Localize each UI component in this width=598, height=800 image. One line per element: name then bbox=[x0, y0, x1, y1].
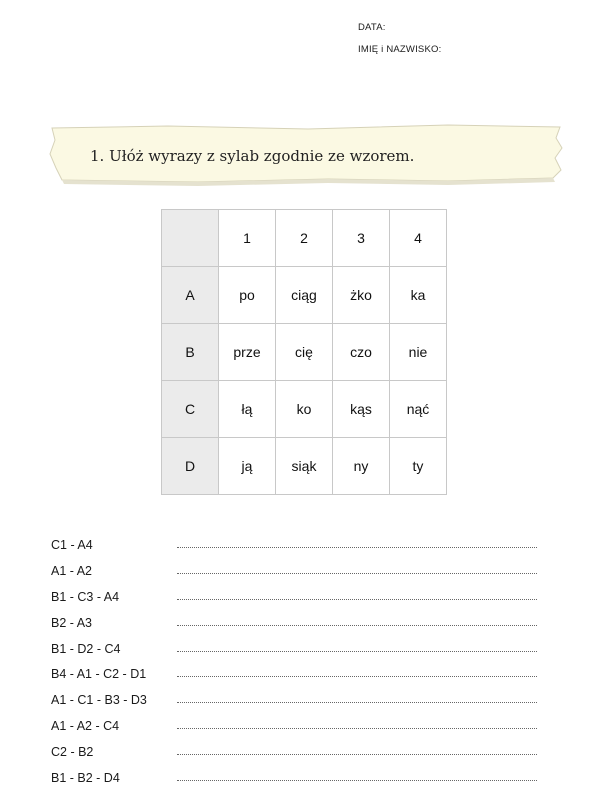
answer-row bbox=[51, 768, 541, 794]
answer-line[interactable] bbox=[177, 573, 537, 574]
column-header: 3 bbox=[333, 210, 390, 267]
answer-row bbox=[51, 664, 541, 690]
syllable-cell: kąs bbox=[333, 381, 390, 438]
syllable-cell: żko bbox=[333, 267, 390, 324]
answer-line[interactable] bbox=[177, 676, 537, 677]
syllable-cell: czo bbox=[333, 324, 390, 381]
header-fields bbox=[358, 22, 441, 66]
answer-line[interactable] bbox=[177, 599, 537, 600]
answer-row bbox=[51, 690, 541, 716]
syllable-cell: nie bbox=[390, 324, 447, 381]
name-label: IMIĘ i NAZWISKO: bbox=[358, 44, 442, 55]
syllable-cell: ciąg bbox=[276, 267, 333, 324]
row-header: B bbox=[162, 324, 219, 381]
syllable-cell: ty bbox=[390, 438, 447, 495]
grid-row bbox=[162, 381, 447, 438]
grid-corner-cell bbox=[162, 210, 219, 267]
column-header: 4 bbox=[390, 210, 447, 267]
answer-row bbox=[51, 742, 541, 768]
column-header: 2 bbox=[276, 210, 333, 267]
syllable-code: B2 - A3 bbox=[51, 615, 92, 630]
syllable-cell: łą bbox=[219, 381, 276, 438]
syllable-cell: ją bbox=[219, 438, 276, 495]
syllable-code: C2 - B2 bbox=[51, 745, 94, 760]
answer-line[interactable] bbox=[177, 754, 537, 755]
syllable-grid bbox=[161, 209, 447, 495]
answer-list bbox=[51, 535, 541, 794]
answer-row bbox=[51, 535, 541, 561]
row-header: C bbox=[162, 381, 219, 438]
syllable-cell: ka bbox=[390, 267, 447, 324]
grid-row bbox=[162, 438, 447, 495]
task-banner bbox=[48, 124, 564, 186]
task-title: 1. Ułóż wyrazy z sylab zgodnie ze wzorem. bbox=[90, 147, 415, 165]
grid-row bbox=[162, 267, 447, 324]
syllable-cell: ko bbox=[276, 381, 333, 438]
date-label: DATA: bbox=[358, 22, 386, 33]
answer-line[interactable] bbox=[177, 780, 537, 781]
answer-row bbox=[51, 639, 541, 665]
answer-line[interactable] bbox=[177, 547, 537, 548]
answer-line[interactable] bbox=[177, 625, 537, 626]
syllable-cell: siąk bbox=[276, 438, 333, 495]
column-header: 1 bbox=[219, 210, 276, 267]
answer-row bbox=[51, 587, 541, 613]
syllable-cell: ny bbox=[333, 438, 390, 495]
answer-row bbox=[51, 716, 541, 742]
syllable-code: C1 - A4 bbox=[51, 538, 93, 552]
row-header: D bbox=[162, 438, 219, 495]
answer-line[interactable] bbox=[177, 651, 537, 652]
syllable-code: B1 - D2 - C4 bbox=[51, 641, 121, 656]
grid-row bbox=[162, 324, 447, 381]
syllable-code: A1 - A2 bbox=[51, 563, 92, 578]
syllable-code: B1 - C3 - A4 bbox=[51, 589, 120, 604]
answer-row bbox=[51, 561, 541, 587]
syllable-cell: cię bbox=[276, 324, 333, 381]
row-header: A bbox=[162, 267, 219, 324]
answer-line[interactable] bbox=[177, 728, 537, 729]
syllable-code: A1 - C1 - B3 - D3 bbox=[51, 693, 147, 708]
syllable-cell: po bbox=[219, 267, 276, 324]
syllable-code: B1 - B2 - D4 bbox=[51, 771, 120, 786]
grid-header-row bbox=[162, 210, 447, 267]
syllable-cell: prze bbox=[219, 324, 276, 381]
answer-line[interactable] bbox=[177, 702, 537, 703]
syllable-cell: nąć bbox=[390, 381, 447, 438]
answer-row bbox=[51, 613, 541, 639]
syllable-code: A1 - A2 - C4 bbox=[51, 719, 120, 734]
syllable-code: B4 - A1 - C2 - D1 bbox=[51, 667, 147, 682]
